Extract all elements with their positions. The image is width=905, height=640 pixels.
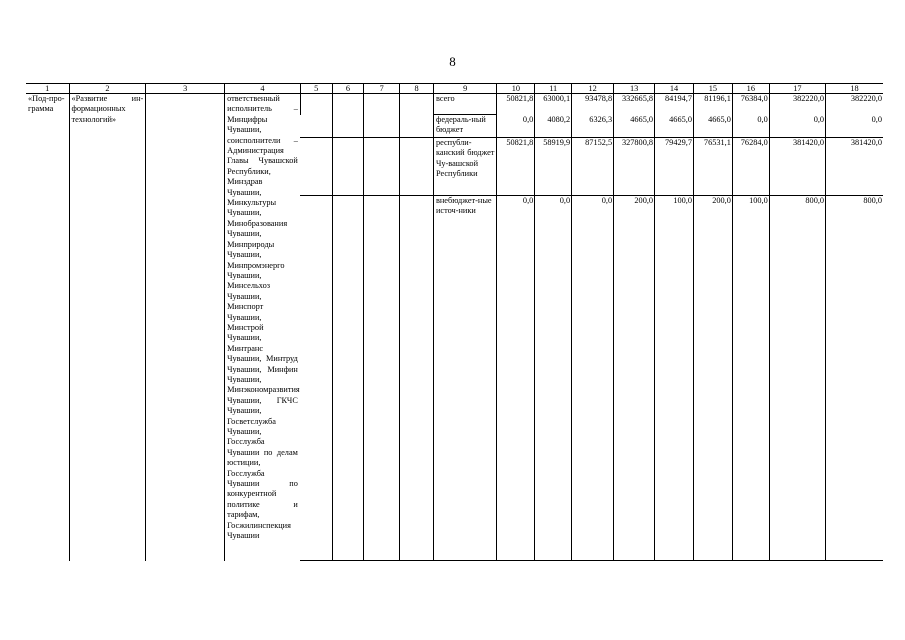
empty-cell [400,94,434,115]
col-header: 1 [26,84,69,94]
col-header: 17 [769,84,825,94]
value-cell: 93478,8 [572,94,614,115]
value-cell: 800,0 [826,196,883,561]
column-numbers-row [26,84,883,94]
col-header: 9 [433,84,496,94]
value-cell: 76284,0 [732,138,769,196]
value-cell: 0,0 [497,196,535,561]
value-cell: 76531,1 [693,138,732,196]
value-cell: 79429,7 [655,138,694,196]
empty-cell [400,196,434,561]
col-header: 13 [614,84,655,94]
value-cell: 0,0 [732,115,769,138]
value-cell: 4665,0 [693,115,732,138]
empty-cell [332,94,364,115]
col-header: 18 [826,84,883,94]
col-header: 16 [732,84,769,94]
value-cell: 381420,0 [769,138,825,196]
empty-cell [332,196,364,561]
col-header: 11 [535,84,572,94]
value-cell: 381420,0 [826,138,883,196]
col-header: 14 [655,84,694,94]
col-header: 12 [572,84,614,94]
value-cell: 382220,0 [826,94,883,115]
value-cell: 84194,7 [655,94,694,115]
program-type-cell: «Под-про-грамма [28,94,65,114]
value-cell: 76384,0 [732,94,769,115]
empty-cell [364,94,400,115]
value-cell: 6326,3 [572,115,614,138]
empty-cell [332,138,364,196]
value-cell: 0,0 [497,115,535,138]
value-cell: 4665,0 [655,115,694,138]
responsible-cell: ответственный исполнитель – Минцифры Чувашии, соисполнители – Администрация Главы Чувашской Республики, Минздрав Чувашии, Минкультуры Чувашии, Минобразования Чувашии, Минприроды Чувашии, Минпромэнерго Чувашии, Минсельхоз Чувашии, Минспорт Чувашии, Минстрой Чувашии, Минтранс Чувашии, Минтруд Чувашии, Минфин Чувашии, Минэкономразвития Чувашии, ГКЧС Чувашии, Госветслужба Чувашии, Госслужба Чувашии по делам юстиции, Госслужба Чувашии по конкурентной политике и тарифам, Госжилинспекция Чувашии [225,94,301,561]
col-header: 7 [364,84,400,94]
empty-cell [300,115,332,138]
empty-cell [300,196,332,561]
empty-cell [400,115,434,138]
value-cell: 0,0 [572,196,614,561]
funding-source-cell: всего [433,94,496,115]
empty-cell [364,115,400,138]
empty-cell [364,138,400,196]
table-row [26,94,883,115]
value-cell: 100,0 [732,196,769,561]
value-cell: 0,0 [535,196,572,561]
empty-cell [364,196,400,561]
value-cell: 332665,8 [614,94,655,115]
col-header: 10 [497,84,535,94]
value-cell: 0,0 [769,115,825,138]
empty-cell [300,94,332,115]
col-header: 15 [693,84,732,94]
empty-cell [332,115,364,138]
funding-table [26,83,883,561]
value-cell: 87152,5 [572,138,614,196]
value-cell: 200,0 [693,196,732,561]
value-cell: 50821,8 [497,94,535,115]
col-header: 8 [400,84,434,94]
empty-cell [400,138,434,196]
funding-source-cell: федераль-ный бюджет [433,115,496,138]
program-name-cell: «Развитие ин-формационных технологий» [69,94,146,561]
col-header: 3 [146,84,225,94]
value-cell: 58919,9 [535,138,572,196]
empty-cell [300,138,332,196]
col-header: 5 [300,84,332,94]
col-header: 6 [332,84,364,94]
value-cell: 50821,8 [497,138,535,196]
value-cell: 4665,0 [614,115,655,138]
value-cell: 200,0 [614,196,655,561]
value-cell: 4080,2 [535,115,572,138]
value-cell: 63000,1 [535,94,572,115]
value-cell: 327800,8 [614,138,655,196]
value-cell: 100,0 [655,196,694,561]
page-number: 8 [449,54,456,69]
value-cell: 382220,0 [769,94,825,115]
col-header: 2 [69,84,146,94]
funding-source-cell: внебюджет-ные источ-ники [433,196,496,561]
col3-cell [146,94,225,561]
value-cell: 81196,1 [693,94,732,115]
value-cell: 800,0 [769,196,825,561]
funding-source-cell: республи-канский бюджет Чу-вашской Республики [433,138,496,196]
value-cell: 0,0 [826,115,883,138]
col-header: 4 [225,84,301,94]
